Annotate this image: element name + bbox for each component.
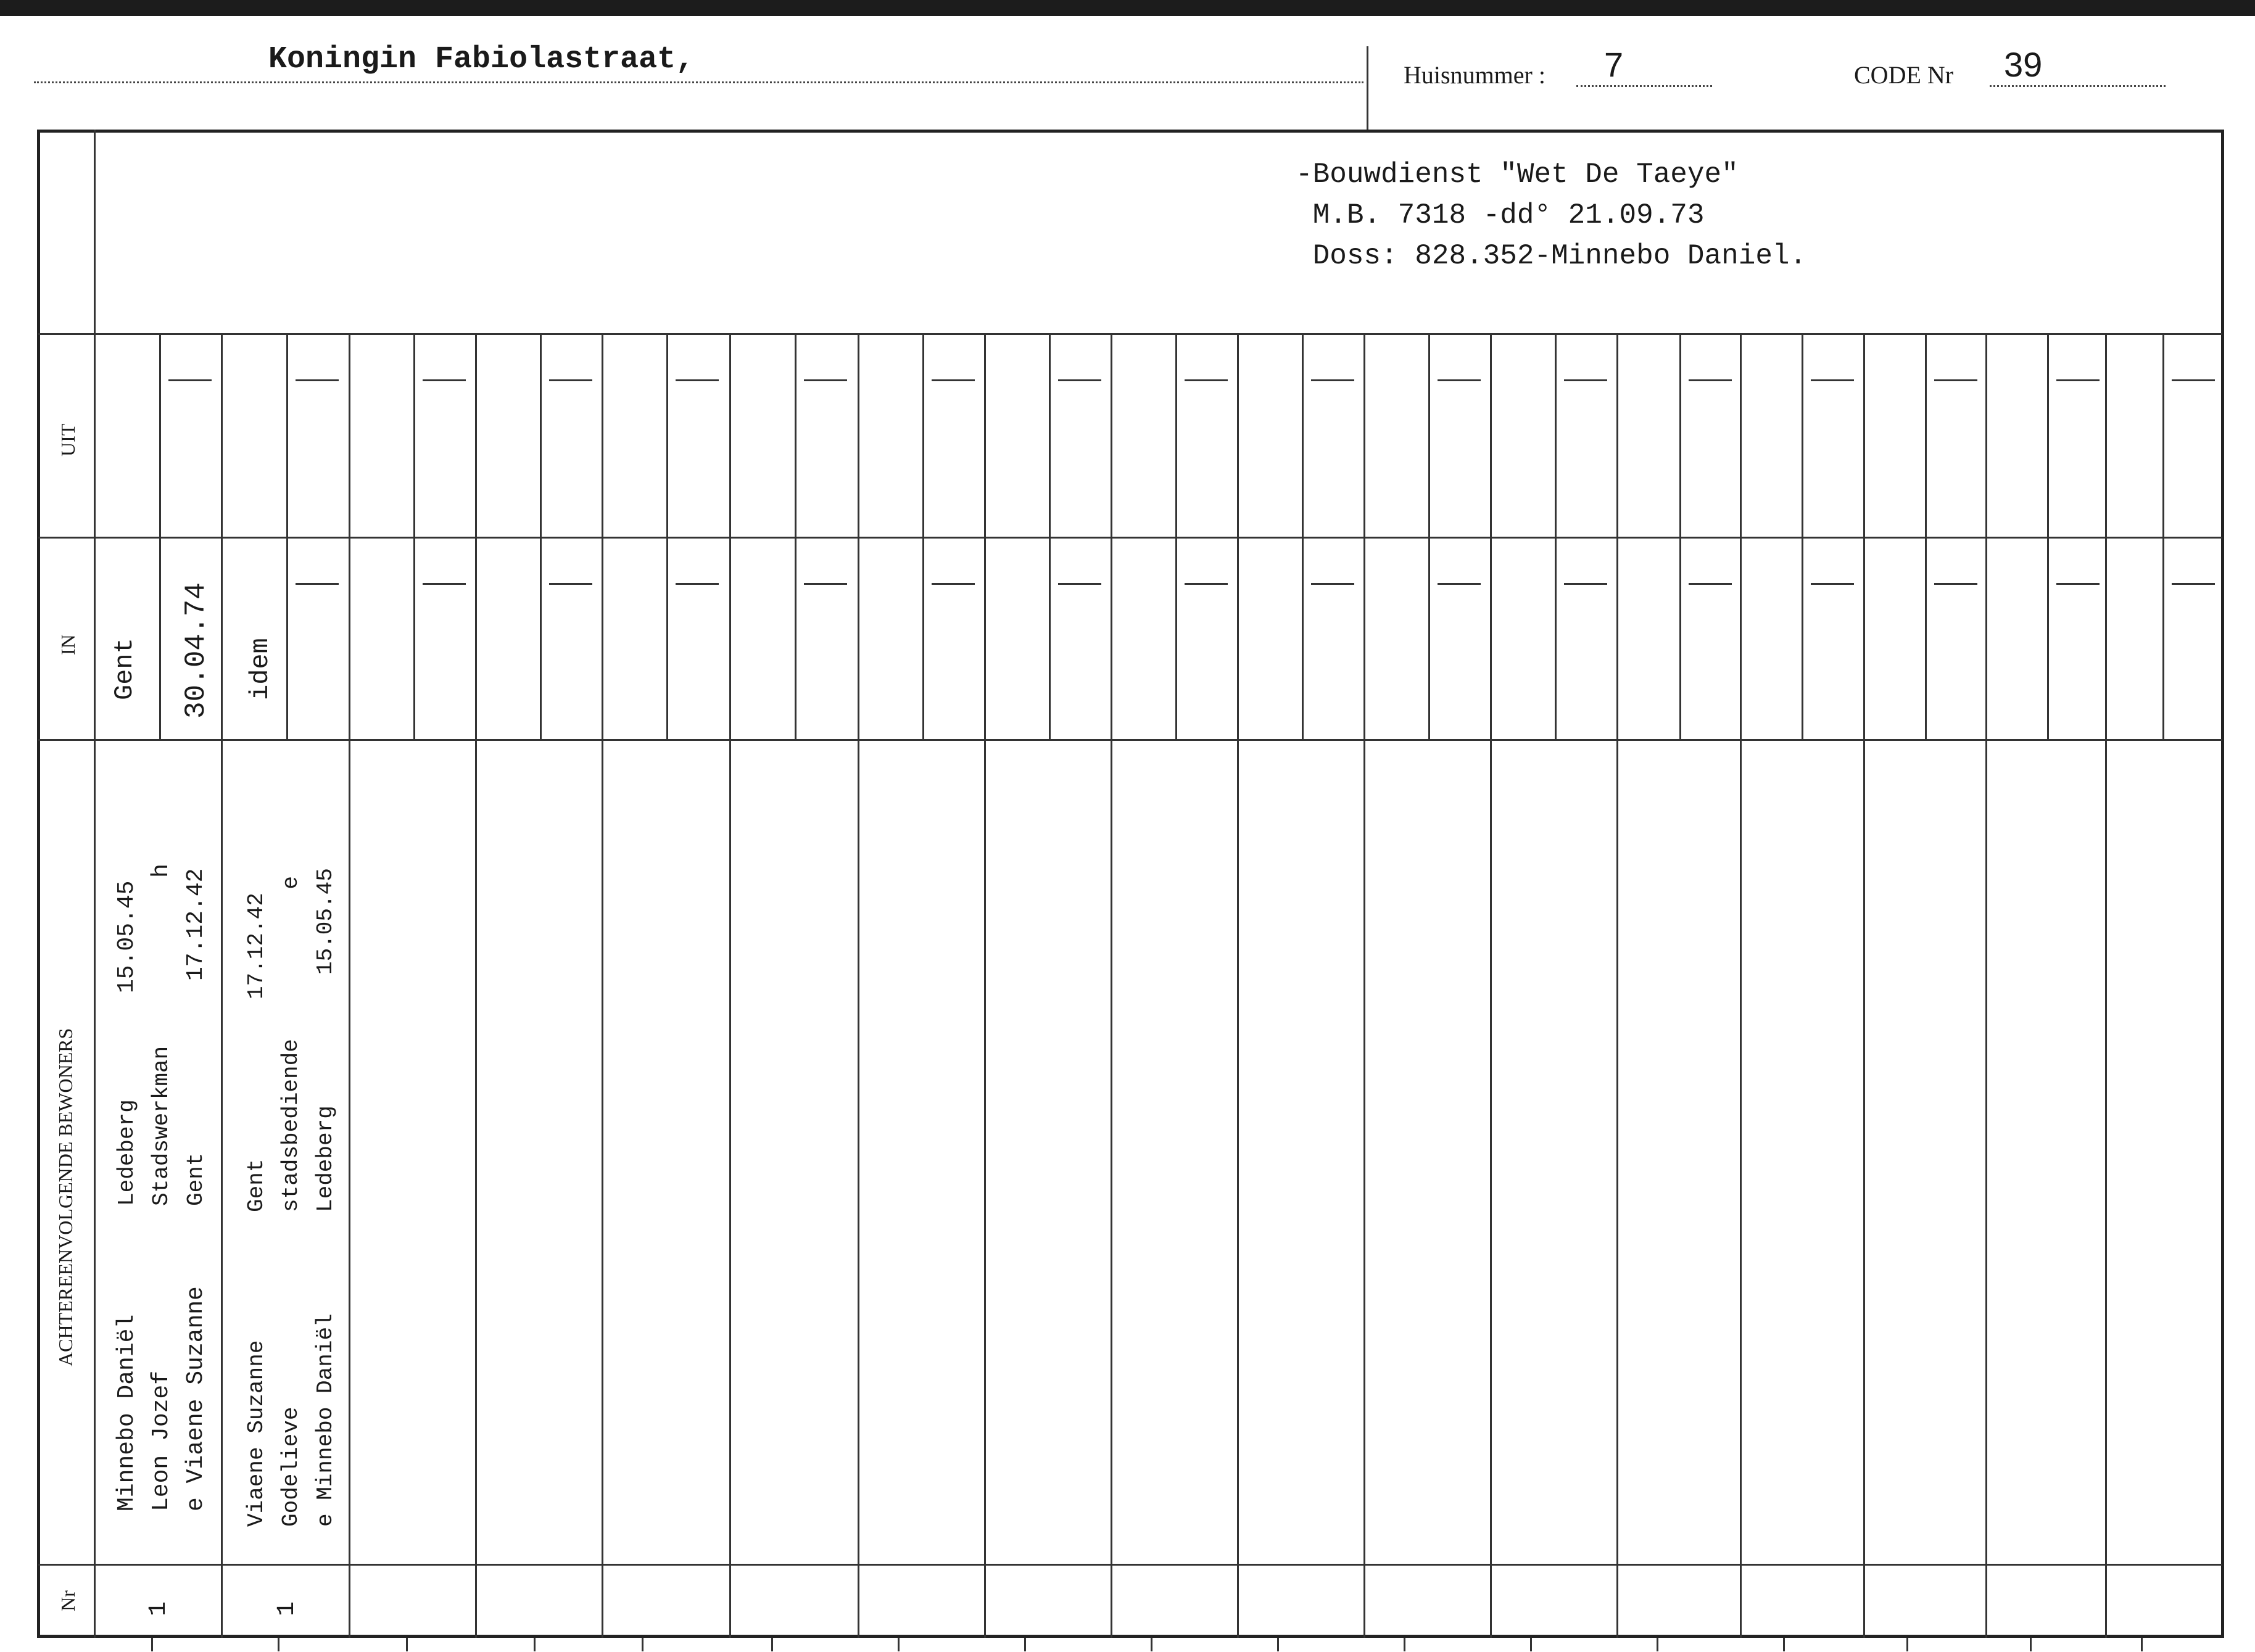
sub-column-line — [2047, 333, 2049, 739]
in-empty-dash — [1811, 583, 1854, 585]
in-empty-dash — [1934, 583, 1977, 585]
uit-empty-dash — [549, 379, 592, 381]
label-uit-top-line — [38, 333, 94, 335]
sub-column-line — [413, 333, 415, 739]
entry-2-name-line: Godelieve — [278, 1406, 304, 1527]
bottom-tick — [406, 1638, 408, 1651]
column-line — [1740, 333, 1742, 1638]
in-empty-dash — [1185, 583, 1228, 585]
entry-1-in-date: 30.04.74 — [180, 582, 212, 719]
entry-2-place-line: Gent — [244, 1158, 269, 1212]
in-empty-dash — [676, 583, 719, 585]
note-line-1: -Bouwdienst "Wet De Taeye" — [1296, 159, 1739, 191]
entry-2-dates — [239, 868, 343, 999]
column-line — [1863, 333, 1865, 1638]
street-name: Koningin Fabiolastraat, — [268, 42, 695, 77]
sub-column-line — [1175, 333, 1177, 739]
uit-empty-dash — [1689, 379, 1732, 381]
in-empty-dash — [1564, 583, 1607, 585]
column-line — [2105, 333, 2107, 1638]
in-empty-dash — [2172, 583, 2215, 585]
sub-column-line — [666, 333, 668, 739]
uit-empty-dash — [2056, 379, 2100, 381]
sub-column-line — [1049, 333, 1051, 739]
sub-column-line — [1802, 333, 1803, 739]
scan-top-edge — [0, 0, 2255, 16]
column-line — [1111, 333, 1112, 1638]
uit-empty-dash — [932, 379, 975, 381]
entry-1-place — [110, 1046, 213, 1206]
sub-column-line — [1302, 333, 1304, 739]
sub-column-line — [2162, 333, 2164, 739]
bottom-tick — [151, 1638, 153, 1651]
in-empty-dash — [549, 583, 592, 585]
entry-1-place-line: Stadswerkman — [149, 1046, 174, 1206]
in-empty-dash — [932, 583, 975, 585]
uit-empty-dash — [168, 379, 212, 381]
column-line — [475, 333, 477, 1638]
bottom-tick — [1151, 1638, 1152, 1651]
house-number-value: 7 — [1604, 45, 1624, 84]
uit-empty-dash — [296, 379, 339, 381]
uit-empty-dash — [1934, 379, 1977, 381]
uit-empty-dash — [423, 379, 466, 381]
in-row-bottom-line — [38, 739, 2222, 741]
column-line — [1237, 333, 1239, 1638]
bottom-tick — [1404, 1638, 1405, 1651]
entry-1-name-line: Leon Jozef — [148, 1370, 175, 1511]
code-number-value: 39 — [2004, 45, 2043, 84]
sub-column-line — [1428, 333, 1430, 739]
sub-column-line — [159, 333, 161, 739]
entry-2-nr: 1 — [273, 1601, 301, 1616]
column-line — [1363, 333, 1365, 1638]
row-label-in: IN — [57, 634, 79, 655]
bottom-tick — [1783, 1638, 1785, 1651]
uit-empty-dash — [1438, 379, 1481, 381]
entry-1-date-line: 17.12.42 — [183, 868, 209, 981]
uit-empty-dash — [1058, 379, 1101, 381]
in-empty-dash — [423, 583, 466, 585]
column-line — [221, 333, 223, 1638]
sub-column-line — [1679, 333, 1681, 739]
sub-column-line — [922, 333, 924, 739]
sub-column-line — [1925, 333, 1927, 739]
sub-column-line — [286, 333, 288, 739]
entry-2-in-place: idem — [246, 638, 275, 700]
column-line — [1490, 333, 1492, 1638]
row-label-nr: Nr — [57, 1590, 79, 1611]
column-line — [1616, 333, 1618, 1638]
entry-2-place-line: stadsbediende — [278, 1039, 304, 1212]
register-table-frame — [37, 130, 2224, 1638]
label-column-divider — [94, 130, 96, 1638]
bottom-tick — [642, 1638, 643, 1651]
entry-1-place-line: Gent — [183, 1152, 209, 1206]
column-line — [858, 333, 859, 1638]
uit-empty-dash — [1311, 379, 1354, 381]
in-empty-dash — [1438, 583, 1481, 585]
entry-1-name-line: Minnebo Daniël — [114, 1314, 140, 1511]
bottom-tick — [278, 1638, 279, 1651]
note-line-2: M.B. 7318 -dd° 21.09.73 — [1296, 199, 1705, 231]
uit-empty-dash — [1185, 379, 1228, 381]
uit-empty-dash — [1811, 379, 1854, 381]
uit-empty-dash — [676, 379, 719, 381]
in-empty-dash — [1311, 583, 1354, 585]
code-label: CODE Nr — [1854, 61, 1954, 89]
house-number-dotted-line — [1576, 85, 1712, 87]
bottom-tick — [1277, 1638, 1279, 1651]
entry-1-name-line: e Viaene Suzanne — [183, 1286, 209, 1511]
in-empty-dash — [1689, 583, 1732, 585]
sub-column-line — [1555, 333, 1557, 739]
entry-1-in-place: Gent — [110, 638, 139, 700]
in-empty-dash — [1058, 583, 1101, 585]
column-line — [1985, 333, 1987, 1638]
entry-2-date-line: 17.12.42 — [244, 893, 269, 999]
sub-column-line — [795, 333, 796, 739]
header-divider — [1367, 46, 1368, 130]
entry-1-dates — [110, 864, 213, 993]
column-line — [602, 333, 603, 1638]
entry-2-name — [239, 1313, 343, 1527]
bottom-tick — [1024, 1638, 1026, 1651]
uit-empty-dash — [2172, 379, 2215, 381]
in-empty-dash — [2056, 583, 2100, 585]
entry-1-date-line: h — [148, 864, 175, 878]
entry-1-date-line: 15.05.45 — [114, 880, 140, 993]
bottom-tick — [1906, 1638, 1908, 1651]
bottom-tick — [534, 1638, 536, 1651]
in-empty-dash — [296, 583, 339, 585]
entry-2-name-line: Viaene Suzanne — [244, 1340, 269, 1527]
house-number-label: Huisnummer : — [1404, 61, 1545, 89]
in-empty-dash — [804, 583, 847, 585]
building-service-note — [1296, 154, 1806, 276]
column-line — [349, 333, 350, 1638]
entry-2-date-line: 15.05.45 — [313, 868, 338, 975]
sub-column-line — [540, 333, 542, 739]
row-label-uit: UIT — [57, 423, 79, 456]
bottom-tick — [2141, 1638, 2143, 1651]
code-dotted-line — [1990, 85, 2166, 87]
entry-1-name — [110, 1286, 213, 1511]
entry-2-name-line: e Minnebo Daniël — [313, 1313, 338, 1527]
entry-1-nr: 1 — [145, 1601, 173, 1616]
bottom-tick — [898, 1638, 900, 1651]
bottom-tick — [2030, 1638, 2032, 1651]
entry-2-place-line: Ledeberg — [313, 1105, 338, 1212]
bottom-tick — [771, 1638, 773, 1651]
column-line — [729, 333, 731, 1638]
note-line-3: Doss: 828.352-Minnebo Daniel. — [1296, 240, 1807, 272]
entry-2-date-line: e — [278, 876, 304, 890]
uit-empty-dash — [804, 379, 847, 381]
uit-empty-dash — [1564, 379, 1607, 381]
residents-row-bottom-line — [38, 1564, 2222, 1566]
bottom-tick — [1530, 1638, 1532, 1651]
bottom-tick — [1657, 1638, 1658, 1651]
column-line — [984, 333, 986, 1638]
uit-row-bottom-line — [38, 537, 2222, 539]
street-dotted-line — [34, 81, 1363, 83]
entry-1-place-line: Ledeberg — [114, 1099, 139, 1206]
row-label-residents: ACHTEREENVOLGENDE BEWONERS — [54, 1028, 77, 1366]
entry-2-place — [239, 1039, 343, 1212]
